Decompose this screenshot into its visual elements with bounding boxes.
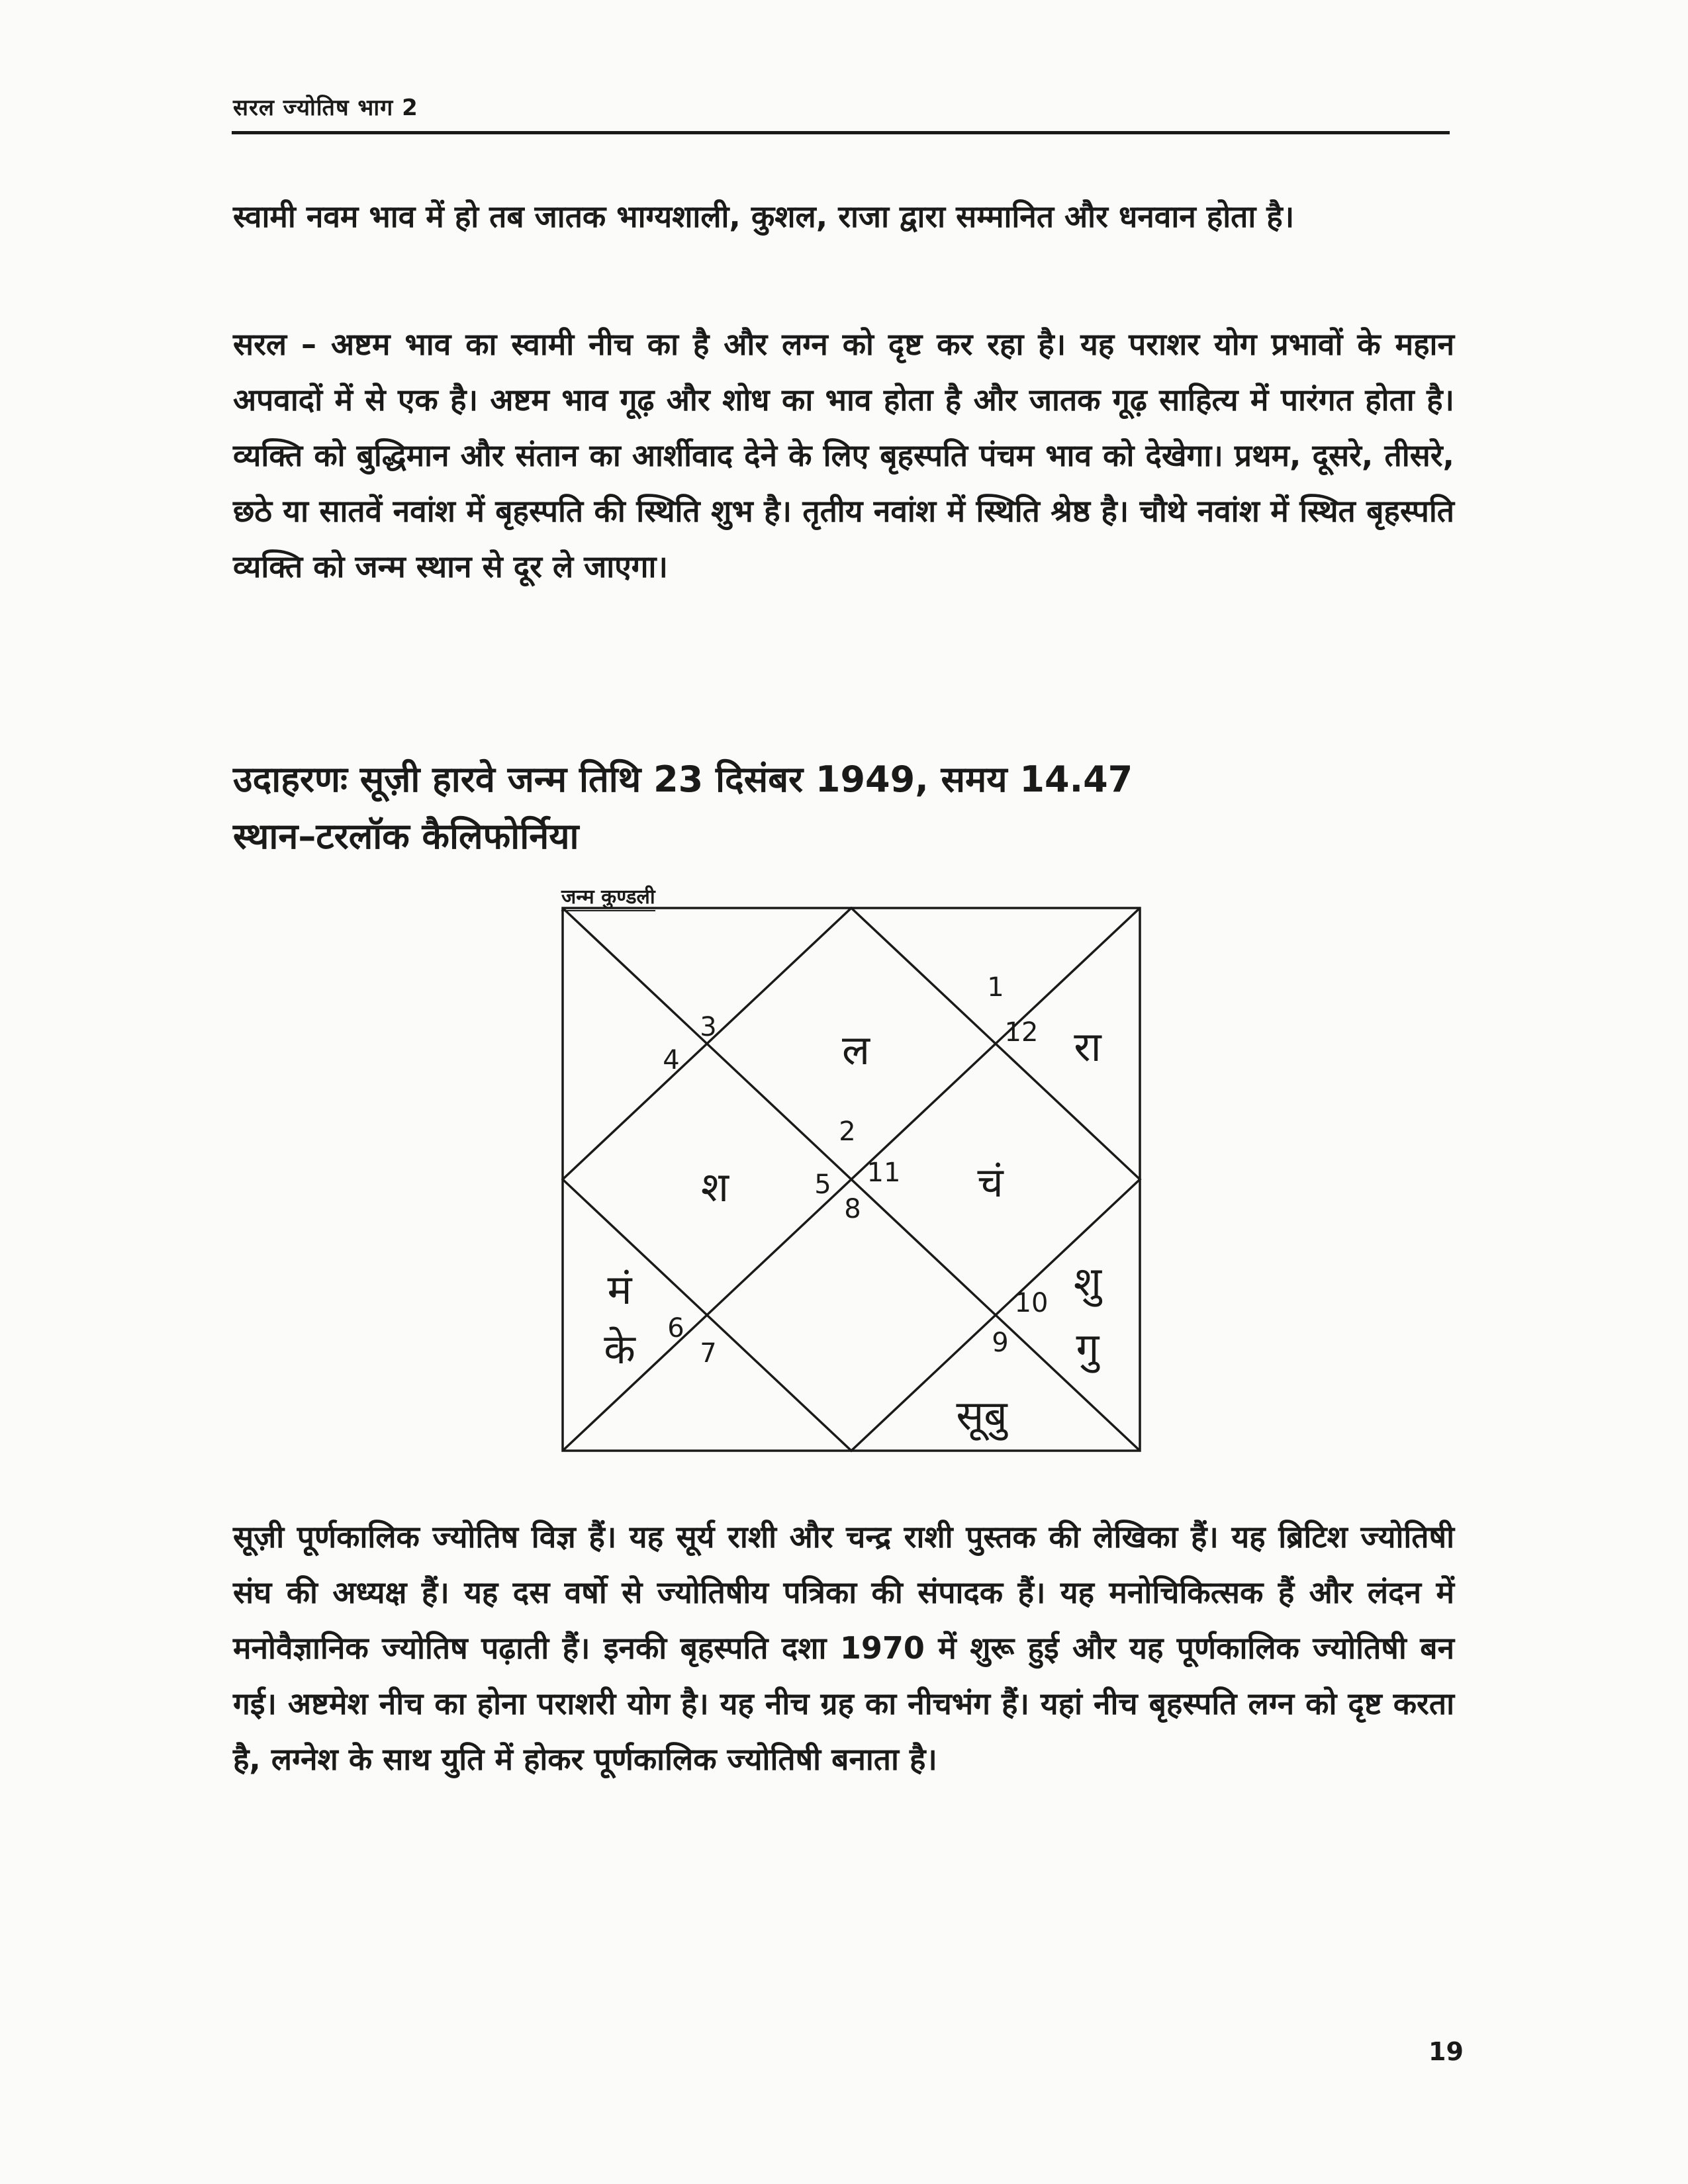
kundli-svg	[561, 907, 1144, 1456]
paragraph-1: स्वामी नवम भाव में हो तब जातक भाग्यशाली, कुशल, राजा द्वारा सम्मानित और धनवान होता है।	[233, 199, 1295, 234]
house-number-9: 6	[667, 1313, 684, 1343]
paragraph-3: सूज़ी पूर्णकालिक ज्योतिष विज्ञ हैं। यह सूर्य राशी और चन्द्र राशी पुस्तक की लेखिका हैं। यह ब्रिटिश ज्योतिषी संघ की अध्यक्ष हैं। यह दस वर्षो से ज्योतिषीय पत्रिका की संपादक हैं। यह मनोचिकित्सक हैं और लंदन में मनोवैज्ञानिक ज्योतिष पढ़ाती हैं। इनकी बृहस्पति दशा 1970 में शुरू हुई और यह पूर्णकालिक ज्योतिषी बन गई। अष्टमेश नीच का होना पराशरी योग है। यह नीच ग्रह का नीचभंग हैं। यहां नीच बृहस्पति लग्न को दृष्ट करता है, लग्नेश के साथ युति में होकर पूर्णकालिक ज्योतिषी बनाता है।	[233, 1519, 1454, 1777]
house-number-6: 9	[992, 1328, 1009, 1358]
house-number-1: 2	[839, 1116, 856, 1147]
planet-ketu: के	[604, 1325, 635, 1373]
planet-lagna: ल	[841, 1026, 870, 1074]
planet-surya-budh: सूबु	[956, 1391, 1008, 1439]
paragraph-2: सरल – अष्टम भाव का स्वामी नीच का है और लग्न को दृष्ट कर रहा है। यह पराशर योग प्रभावों के महान अपवादों में से एक है। अष्टम भाव गूढ़ और शोध का भाव होता है और जातक गूढ़ साहित्य में पारंगत होता है। व्यक्ति को बुद्धिमान और संतान का आर्शीवाद देने के लिए बृहस्पति पंचम भाव को देखेगा। प्रथम, दूसरे, तीसरे, छठे या सातवें नवांश में बृहस्पति की स्थिति शुभ है। तृतीय नवांश में स्थिति श्रेष्ठ है। चौथे नवांश में स्थित बृहस्पति व्यक्ति को जन्म स्थान से दूर ले जाएगा।	[233, 326, 1454, 584]
planet-shukra: शु	[1073, 1257, 1102, 1306]
house-number-3: 12	[1004, 1017, 1039, 1048]
house-number-4: 11	[867, 1158, 901, 1188]
house-number-7: 8	[844, 1194, 861, 1224]
house-number-11: 4	[663, 1045, 680, 1075]
planet-shani: श	[700, 1163, 729, 1211]
example-heading-line-1: उदाहरणः सूज़ी हारवे जन्म तिथि 23 दिसंबर 1949, समय 14.47	[233, 758, 1133, 800]
house-number-10: 5	[814, 1169, 831, 1200]
house-number-5: 10	[1014, 1288, 1049, 1318]
house-number-12: 3	[700, 1012, 717, 1042]
example-heading	[233, 751, 1454, 865]
planet-chandra: चं	[977, 1158, 1004, 1206]
janam-kundli-chart	[561, 907, 1144, 1459]
house-number-8: 7	[700, 1338, 717, 1369]
example-heading-line-2: स्थान–टरलॉक कैलिफोर्निया	[233, 815, 579, 857]
header-rule	[232, 131, 1450, 134]
page-number: 19	[1429, 2037, 1464, 2066]
house-number-2: 1	[987, 972, 1004, 1003]
chart-caption: जन्म कुण्डली	[561, 882, 655, 911]
planet-rahu: रा	[1074, 1023, 1102, 1071]
planet-guru: गु	[1076, 1324, 1100, 1372]
running-head-title: सरल ज्योतिष भाग 2	[233, 95, 418, 121]
planet-mangal: मं	[607, 1265, 632, 1314]
